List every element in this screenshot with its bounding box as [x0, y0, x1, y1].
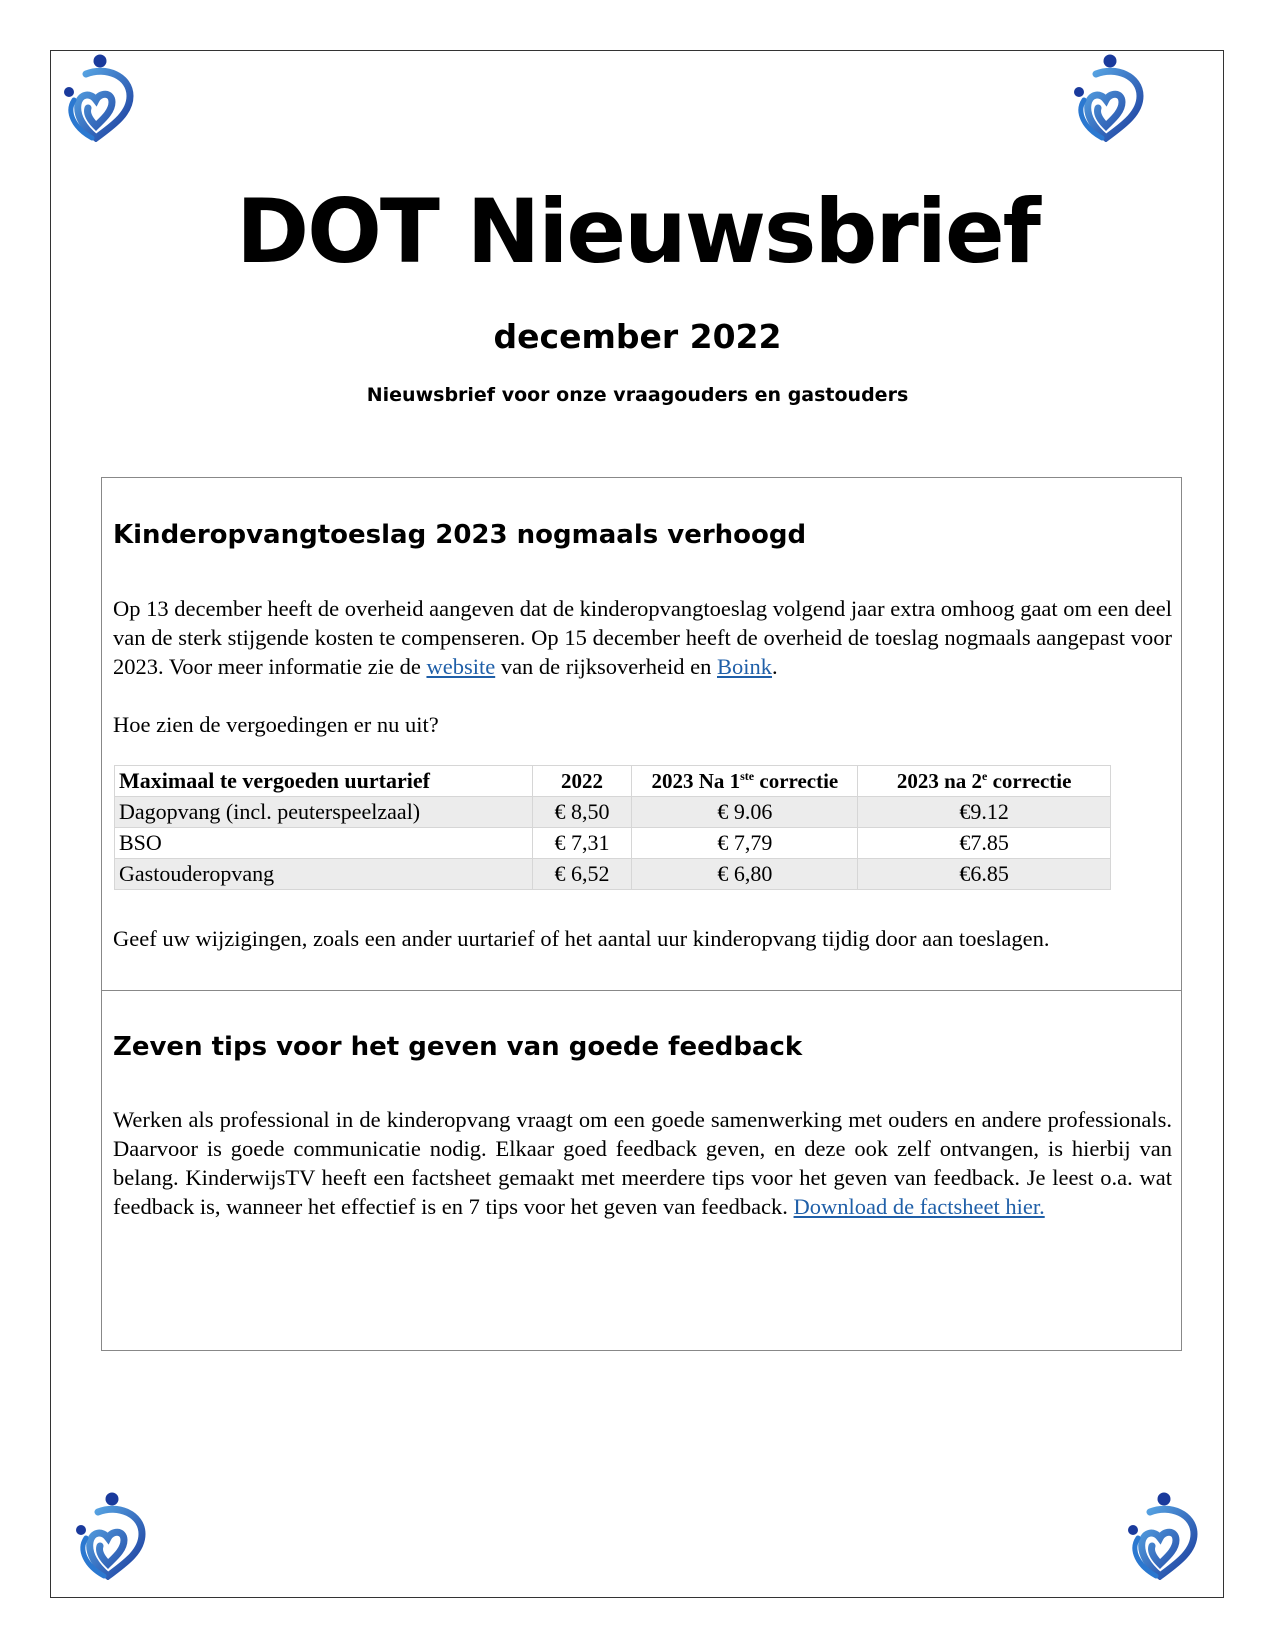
- table-cell: €6.85: [858, 859, 1111, 890]
- table-cell: Gastouderopvang: [115, 859, 533, 890]
- paragraph-text: Werken als professional in de kinderopvang vraagt om een goede samenwerking met ouders en andere professionals. Daarvoor is goede communicatie nodig. Elkaar goed feedback geven, en deze ook zelf ontvangen, is hierbij van belang. KinderwijsTV heeft een factsheet gemaakt met meerdere tips voor het geven van feedback. Je leest o.a. wat feedback is, wanneer het effectief is en 7 tips voor het geven van feedback.: [113, 1107, 1172, 1219]
- table-cell: € 9.06: [632, 797, 858, 828]
- boink-link[interactable]: Boink: [717, 654, 773, 679]
- page-title: DOT Nieuwsbrief: [236, 180, 1039, 283]
- page-subtitle: Nieuwsbrief voor onze vraagouders en gastouders: [366, 384, 909, 406]
- table-header-row: [115, 766, 1111, 797]
- section-heading-toeslag: Kinderopvangtoeslag 2023 nogmaals verhoogd: [113, 520, 807, 550]
- dot-logo-icon: [56, 52, 136, 142]
- table-cell: € 6,80: [632, 859, 858, 890]
- content-box: [101, 477, 1182, 1351]
- question-text: Hoe zien de vergoedingen er nu uit?: [113, 712, 439, 737]
- dot-logo-icon: [1066, 52, 1146, 142]
- table-cell: €7.85: [858, 828, 1111, 859]
- paragraph-text: Op 13 december heeft de overheid aangeven dat de kinderopvangtoeslag volgend jaar extra omhoog gaat om een deel van de sterk stijgende kosten te compenseren. Op 15 december heeft de overheid de toeslag nogmaals aangepast voor 2023. Voor meer informatie zie de: [113, 596, 1172, 679]
- rates-table: [114, 765, 1111, 890]
- closing-text: Geef uw wijzigingen, zoals een ander uurtarief of het aantal uur kinderopvang tijdig door aan toeslagen.: [113, 926, 1050, 951]
- table-cell: € 7,79: [632, 828, 858, 859]
- column-header: Maximaal te vergoeden uurtarief: [115, 766, 533, 797]
- column-header: 2023 Na 1ste correctie: [632, 766, 858, 797]
- table-cell: € 7,31: [532, 828, 632, 859]
- table-cell: €9.12: [858, 797, 1111, 828]
- paragraph-text: .: [772, 654, 778, 679]
- issue-date: december 2022: [493, 317, 782, 356]
- table-row: [115, 859, 1111, 890]
- paragraph-text: van de rijksoverheid en: [495, 654, 717, 679]
- table-cell: € 6,52: [532, 859, 632, 890]
- table-cell: € 8,50: [532, 797, 632, 828]
- download-factsheet-link[interactable]: Download de factsheet hier.: [793, 1194, 1045, 1219]
- table-cell: BSO: [115, 828, 533, 859]
- section-heading-feedback: Zeven tips voor het geven van goede feedback: [113, 1032, 803, 1062]
- dot-logo-icon: [68, 1490, 148, 1580]
- section-intro-paragraph: [113, 594, 1172, 681]
- dot-logo-icon: [1120, 1490, 1200, 1580]
- feedback-paragraph: [113, 1105, 1172, 1221]
- table-row: [115, 828, 1111, 859]
- website-link[interactable]: website: [426, 654, 496, 679]
- column-header: 2022: [532, 766, 632, 797]
- table-cell: Dagopvang (incl. peuterspeelzaal): [115, 797, 533, 828]
- section-divider: [102, 990, 1181, 991]
- column-header: 2023 na 2e correctie: [858, 766, 1111, 797]
- table-row: [115, 797, 1111, 828]
